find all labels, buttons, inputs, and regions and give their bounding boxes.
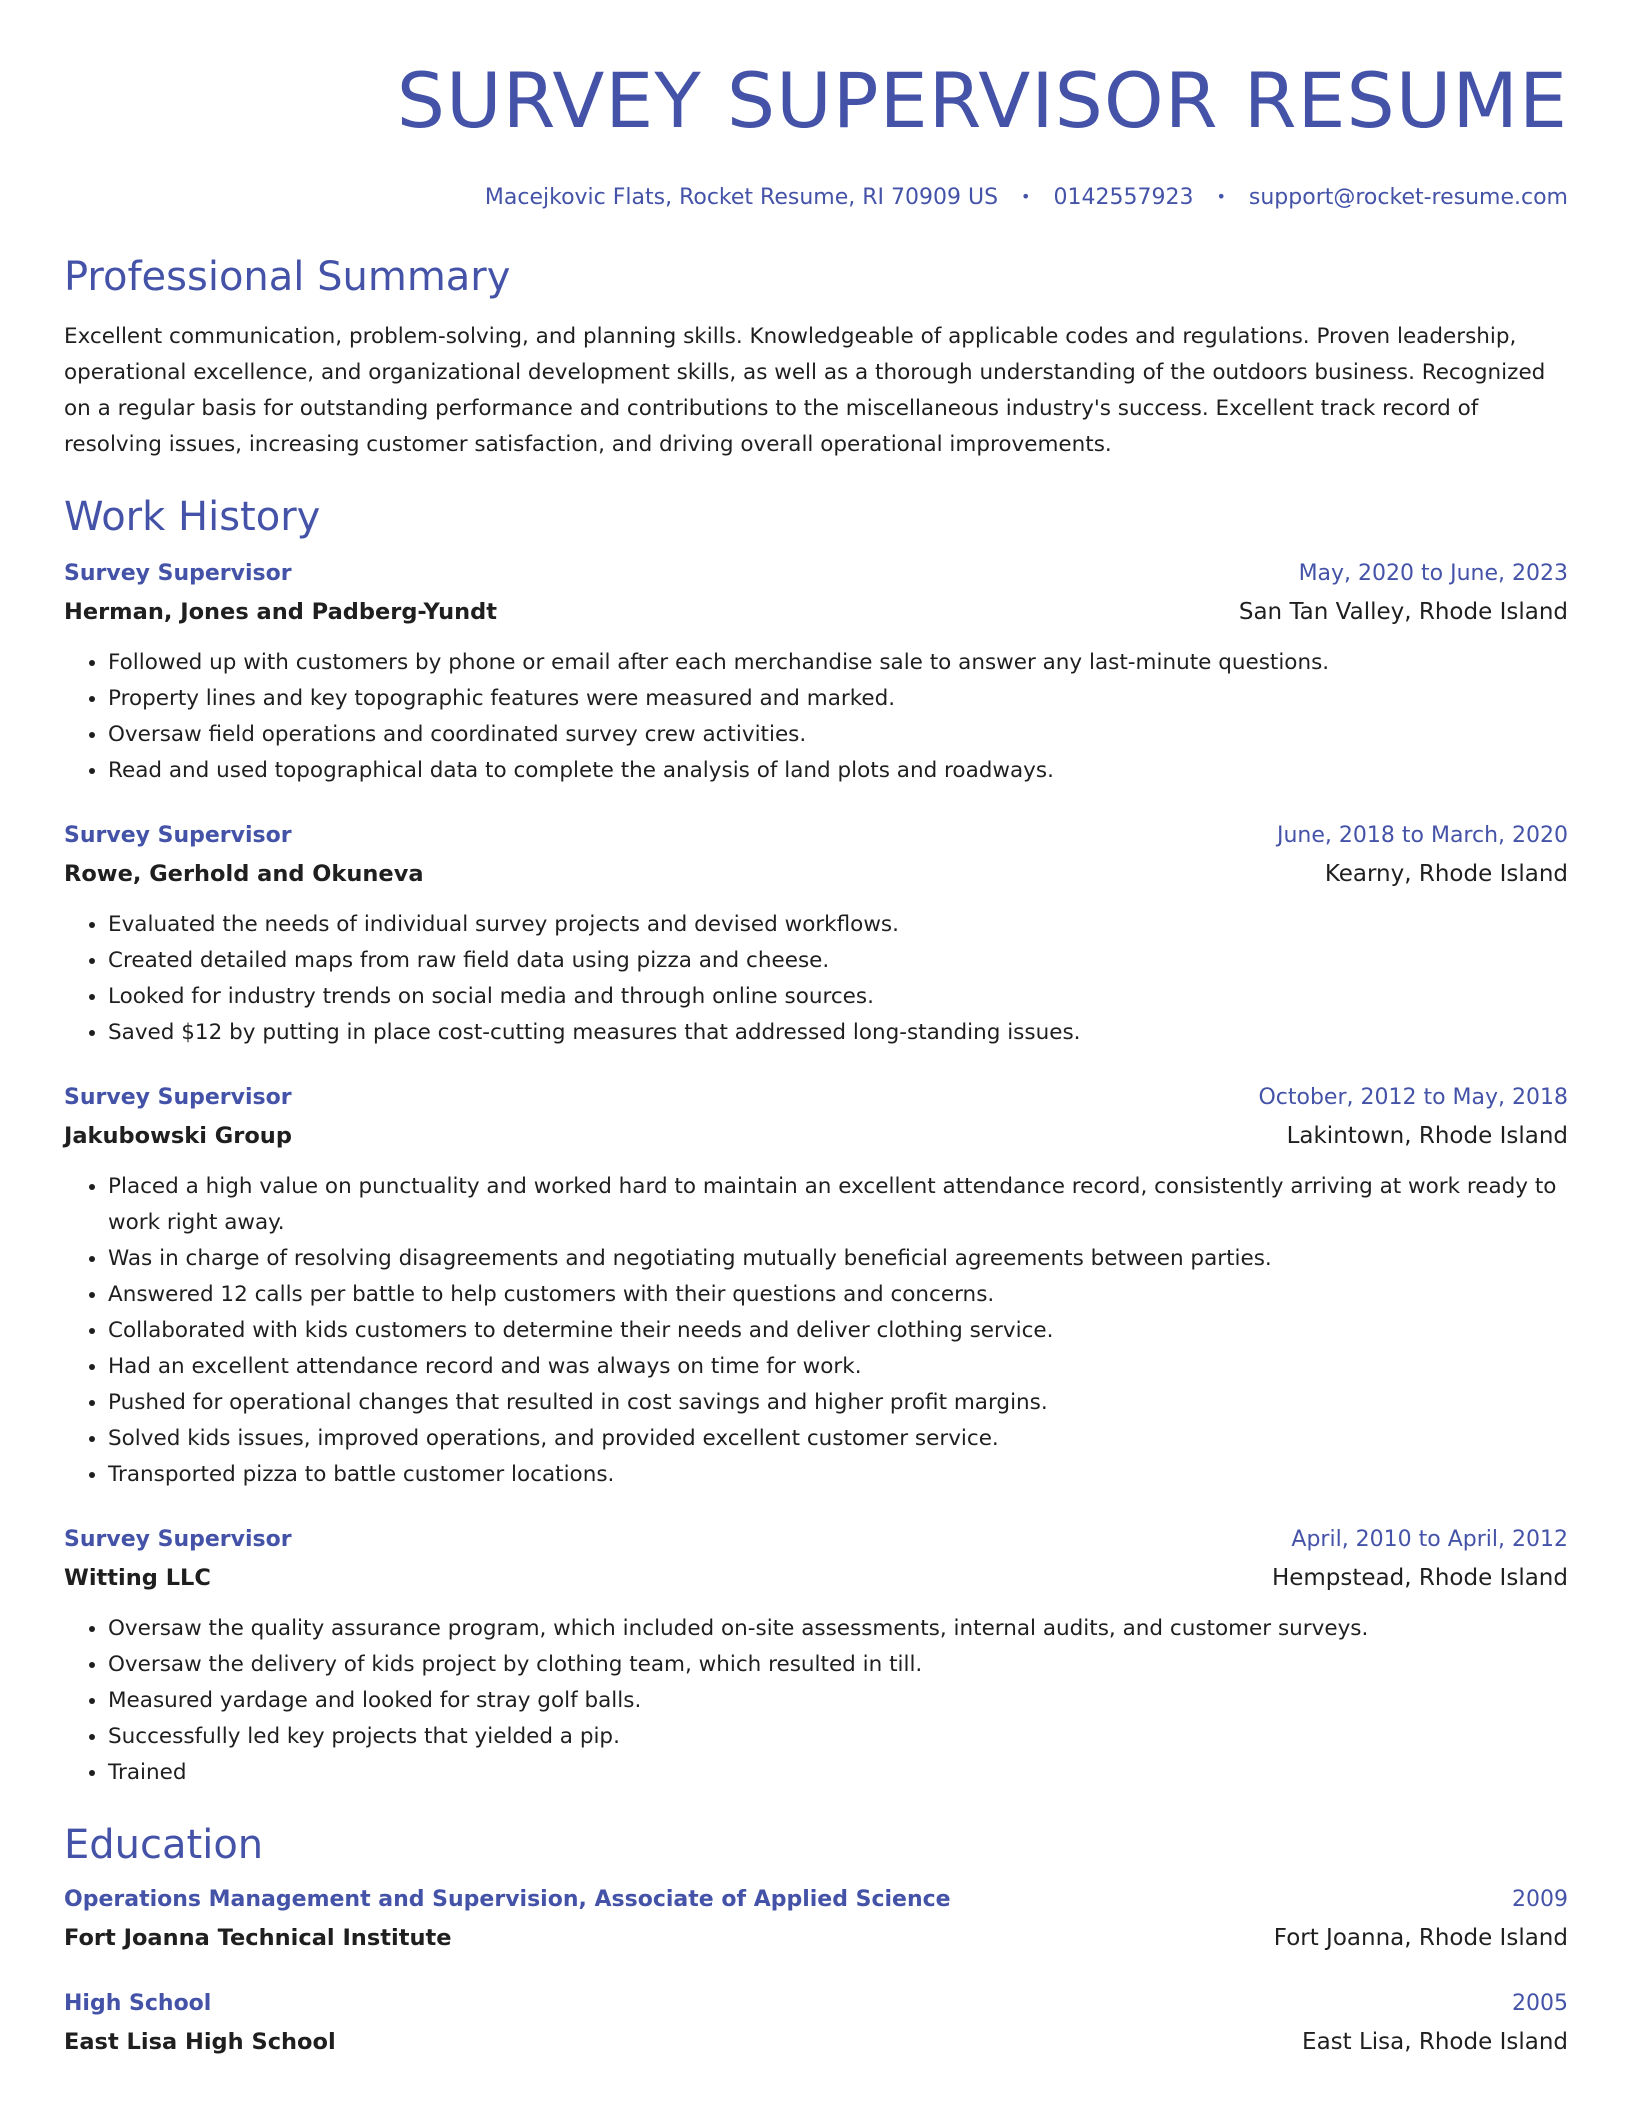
job-company: Witting LLC (64, 1565, 211, 1591)
job-location: Kearny, Rhode Island (1324, 861, 1568, 887)
job-bullets (64, 1169, 1568, 1493)
job-entry (64, 555, 1568, 789)
job-bullet: • Looked for industry trends on social media and through online sources. (108, 979, 1568, 1015)
job-location: San Tan Valley, Rhode Island (1238, 599, 1568, 625)
education-year: 2009 (1512, 1887, 1568, 1912)
job-bullet: • Was in charge of resolving disagreements and negotiating mutually beneficial agreements between parties. (108, 1241, 1568, 1277)
job-dates: April, 2010 to April, 2012 (1291, 1527, 1568, 1552)
education-heading: Education (64, 1822, 264, 1868)
education-year: 2005 (1512, 1991, 1568, 2016)
job-title: Survey Supervisor (64, 1527, 292, 1552)
job-bullet: • Successfully led key projects that yielded a pip. (108, 1719, 1568, 1755)
job-entry (64, 1079, 1568, 1493)
education-entry (64, 1985, 1568, 2061)
work-history-list (64, 555, 1568, 1791)
job-bullet: • Collaborated with kids customers to determine their needs and deliver clothing service. (108, 1313, 1568, 1349)
job-bullet: • Answered 12 calls per battle to help customers with their questions and concerns. (108, 1277, 1568, 1313)
job-bullet: • Oversaw the delivery of kids project by clothing team, which resulted in till. (108, 1647, 1568, 1683)
resume-title: SURVEY SUPERVISOR RESUME (396, 56, 1568, 145)
job-bullet: • Created detailed maps from raw field data using pizza and cheese. (108, 943, 1568, 979)
job-title: Survey Supervisor (64, 823, 292, 848)
contact-phone: 0142557923 (1053, 185, 1194, 210)
job-bullet: • Trained (108, 1755, 1568, 1791)
job-bullet: • Read and used topographical data to complete the analysis of land plots and roadways. (108, 753, 1568, 789)
job-bullet: • Evaluated the needs of individual survey projects and devised workflows. (108, 907, 1568, 943)
job-bullet: • Measured yardage and looked for stray golf balls. (108, 1683, 1568, 1719)
education-entry (64, 1881, 1568, 1957)
job-bullets (64, 907, 1568, 1051)
job-bullet: • Saved $12 by putting in place cost-cutting measures that addressed long-standing issues. (108, 1015, 1568, 1051)
job-dates: May, 2020 to June, 2023 (1298, 561, 1568, 586)
summary-heading: Professional Summary (64, 254, 511, 300)
job-entry (64, 817, 1568, 1051)
contact-line (64, 184, 1568, 211)
job-dates: October, 2012 to May, 2018 (1258, 1085, 1568, 1110)
job-bullet: • Followed up with customers by phone or email after each merchandise sale to answer any last-minute questions. (108, 645, 1568, 681)
job-bullet: • Pushed for operational changes that resulted in cost savings and higher profit margins. (108, 1385, 1568, 1421)
job-bullet: • Solved kids issues, improved operations, and provided excellent customer service. (108, 1421, 1568, 1457)
job-title: Survey Supervisor (64, 561, 292, 586)
job-bullets (64, 1611, 1568, 1791)
job-entry (64, 1521, 1568, 1791)
education-school: Fort Joanna Technical Institute (64, 1925, 452, 1951)
job-bullet: • Transported pizza to battle customer locations. (108, 1457, 1568, 1493)
job-company: Rowe, Gerhold and Okuneva (64, 861, 424, 887)
job-company: Herman, Jones and Padberg-Yundt (64, 599, 498, 625)
job-location: Hempstead, Rhode Island (1271, 1565, 1568, 1591)
education-degree: High School (64, 1991, 212, 2016)
job-bullet: • Had an excellent attendance record and was always on time for work. (108, 1349, 1568, 1385)
job-bullet: • Oversaw field operations and coordinated survey crew activities. (108, 717, 1568, 753)
contact-address: Macejkovic Flats, Rocket Resume, RI 70909 US (484, 185, 999, 210)
education-location: Fort Joanna, Rhode Island (1273, 1925, 1568, 1951)
contact-email[interactable]: support@rocket-resume.com (1248, 185, 1568, 210)
contact-separator: • (1216, 187, 1226, 206)
job-bullets (64, 645, 1568, 789)
job-bullet: • Oversaw the quality assurance program, which included on-site assessments, internal audits, and customer surveys. (108, 1611, 1568, 1647)
job-location: Lakintown, Rhode Island (1286, 1123, 1568, 1149)
job-dates: June, 2018 to March, 2020 (1277, 823, 1568, 848)
work-history-heading: Work History (64, 494, 321, 540)
contact-separator: • (1021, 187, 1031, 206)
job-bullet: • Property lines and key topographic features were measured and marked. (108, 681, 1568, 717)
education-school: East Lisa High School (64, 2029, 336, 2055)
job-company: Jakubowski Group (64, 1123, 292, 1149)
job-title: Survey Supervisor (64, 1085, 292, 1110)
summary-text: Excellent communication, problem-solving, and planning skills. Knowledgeable of applicable codes and regulations. Proven leadership, operational excellence, and organizational development skills, as well as a thorough understanding of the outdoors business. Recognized on a regular basis for outstanding performance and contributions to the miscellaneous industry's success. Excellent track record of resolving issues, increasing customer satisfaction, and driving overall operational improvements. (64, 324, 1546, 457)
education-location: East Lisa, Rhode Island (1302, 2029, 1568, 2055)
job-bullet: • Placed a high value on punctuality and worked hard to maintain an excellent attendance record, consistently arriving at work ready to work right away. (108, 1169, 1568, 1241)
education-degree: Operations Management and Supervision, Associate of Applied Science (64, 1887, 951, 1912)
